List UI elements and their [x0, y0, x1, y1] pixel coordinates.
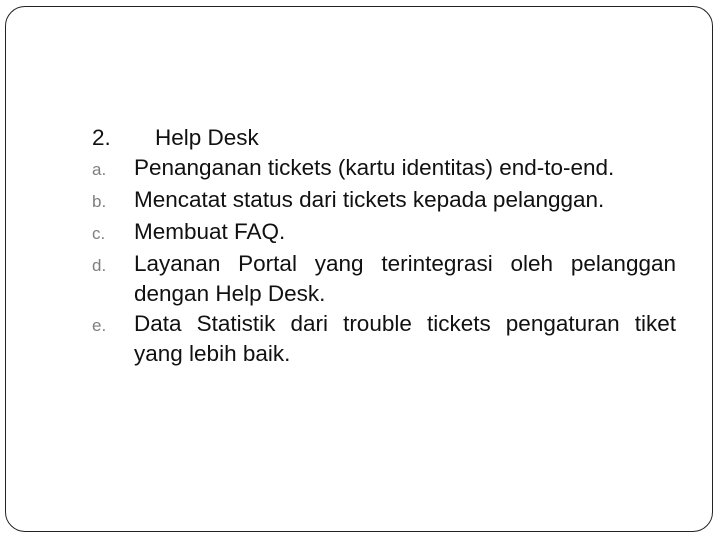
list-item-d: [92, 249, 676, 309]
section-number: 2.: [92, 125, 111, 150]
list-item-c: [92, 217, 676, 249]
list-marker: d.: [92, 256, 107, 275]
list-item-text: Layanan Portal yang terintegrasi oleh pelanggan dengan Help Desk.: [134, 251, 676, 306]
section-title: Help Desk: [155, 125, 259, 150]
list-item-text: Data Statistik dari trouble tickets pengaturan tiket yang lebih baik.: [134, 311, 676, 366]
list-item-e: [92, 309, 676, 369]
list-item-text: Penanganan tickets (kartu identitas) end-to-end.: [134, 155, 615, 180]
list-item-a: [92, 153, 676, 185]
list-marker: a.: [92, 160, 107, 179]
list-item-text: Membuat FAQ.: [134, 219, 286, 244]
list-item-b: [92, 185, 676, 217]
list-item-text: Mencatat status dari tickets kepada pelanggan.: [134, 187, 605, 212]
list-marker: b.: [92, 192, 107, 211]
list-marker: e.: [92, 316, 107, 335]
list-marker: c.: [92, 224, 106, 243]
slide-frame: [5, 6, 713, 532]
slide-content: [92, 123, 676, 369]
section-heading: [92, 123, 676, 153]
